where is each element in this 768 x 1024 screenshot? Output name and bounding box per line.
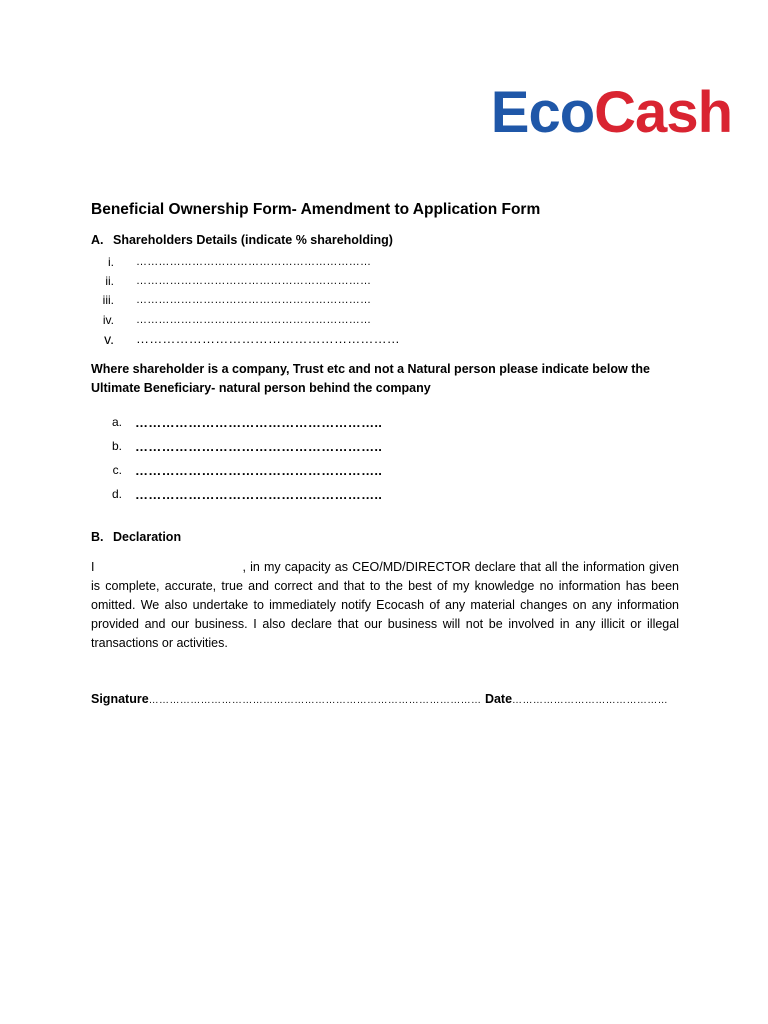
- shareholder-line[interactable]: [91, 329, 491, 348]
- signature-label: Signature: [91, 692, 149, 706]
- list-number: i.: [108, 254, 114, 269]
- list-letter: a.: [111, 415, 122, 429]
- declaration-text: [91, 558, 679, 653]
- fill-in-line: ………………………………………………..: [135, 414, 383, 430]
- fill-in-line: ………………………………………………………: [136, 294, 372, 307]
- fill-in-line: ………………………………………………………: [136, 313, 372, 326]
- list-number: v.: [104, 330, 114, 347]
- shareholder-list: [91, 252, 491, 348]
- fill-in-line: ………………………………………………………: [136, 274, 372, 287]
- form-title: Beneficial Ownership Form- Amendment to Application Form: [91, 201, 541, 218]
- date-label: Date: [484, 692, 513, 706]
- list-number: ii.: [105, 273, 114, 288]
- list-number: iv.: [102, 312, 114, 327]
- list-letter: b.: [111, 439, 122, 453]
- company-beneficiary-note: Where shareholder is a company, Trust etc and not a Natural person please indicate below the Ultimate Beneficiary- natural person behind the company: [91, 362, 650, 395]
- section-b-heading: [91, 530, 181, 544]
- beneficiary-list: [91, 410, 382, 506]
- section-b-marker: B.: [91, 530, 104, 544]
- shareholder-line[interactable]: [91, 252, 491, 271]
- shareholder-line[interactable]: [91, 310, 491, 329]
- section-a-title: Shareholders Details (indicate % shareholding): [113, 233, 393, 247]
- list-letter: c.: [112, 463, 122, 477]
- fill-in-line: ………………………………………………..: [135, 486, 383, 502]
- beneficiary-line[interactable]: [91, 410, 382, 434]
- declaration-body: , in my capacity as CEO/MD/DIRECTOR declare that all the information given is complete, accurate, true and correct and that to the best of my knowledge no information has been omitted. We also undertake to immediately notify Ecocash of any material changes on any information provided and our business. I also declare that our business will not be involved in any illicit or illegal transactions or activities.: [91, 560, 679, 650]
- logo-eco-text: Eco: [490, 80, 595, 145]
- shareholder-line[interactable]: [91, 291, 491, 310]
- list-letter: d.: [111, 487, 122, 501]
- declaration-lead: I: [91, 560, 95, 574]
- signature-field[interactable]: ……………………………………………………………………………………: [148, 695, 482, 706]
- fill-in-line: ………………………………………………………: [136, 255, 372, 268]
- beneficiary-line[interactable]: [91, 458, 382, 482]
- logo-cash-text: Cash: [594, 80, 732, 145]
- date-field[interactable]: ………………………………………: [512, 695, 669, 706]
- list-number: iii.: [102, 293, 114, 308]
- shareholder-line[interactable]: [91, 271, 491, 290]
- ecocash-logo: [490, 80, 732, 145]
- fill-in-line: ………………………………………………..: [135, 438, 383, 454]
- section-a-marker: A.: [91, 233, 104, 247]
- fill-in-line: ………………………………………………..: [135, 462, 383, 478]
- section-b-title: Declaration: [113, 530, 182, 544]
- fill-in-line: ……………………………………………………: [136, 331, 400, 347]
- section-a-heading: [91, 233, 393, 247]
- beneficiary-line[interactable]: [91, 434, 382, 458]
- beneficiary-line[interactable]: [91, 482, 382, 506]
- signature-row: [91, 692, 668, 706]
